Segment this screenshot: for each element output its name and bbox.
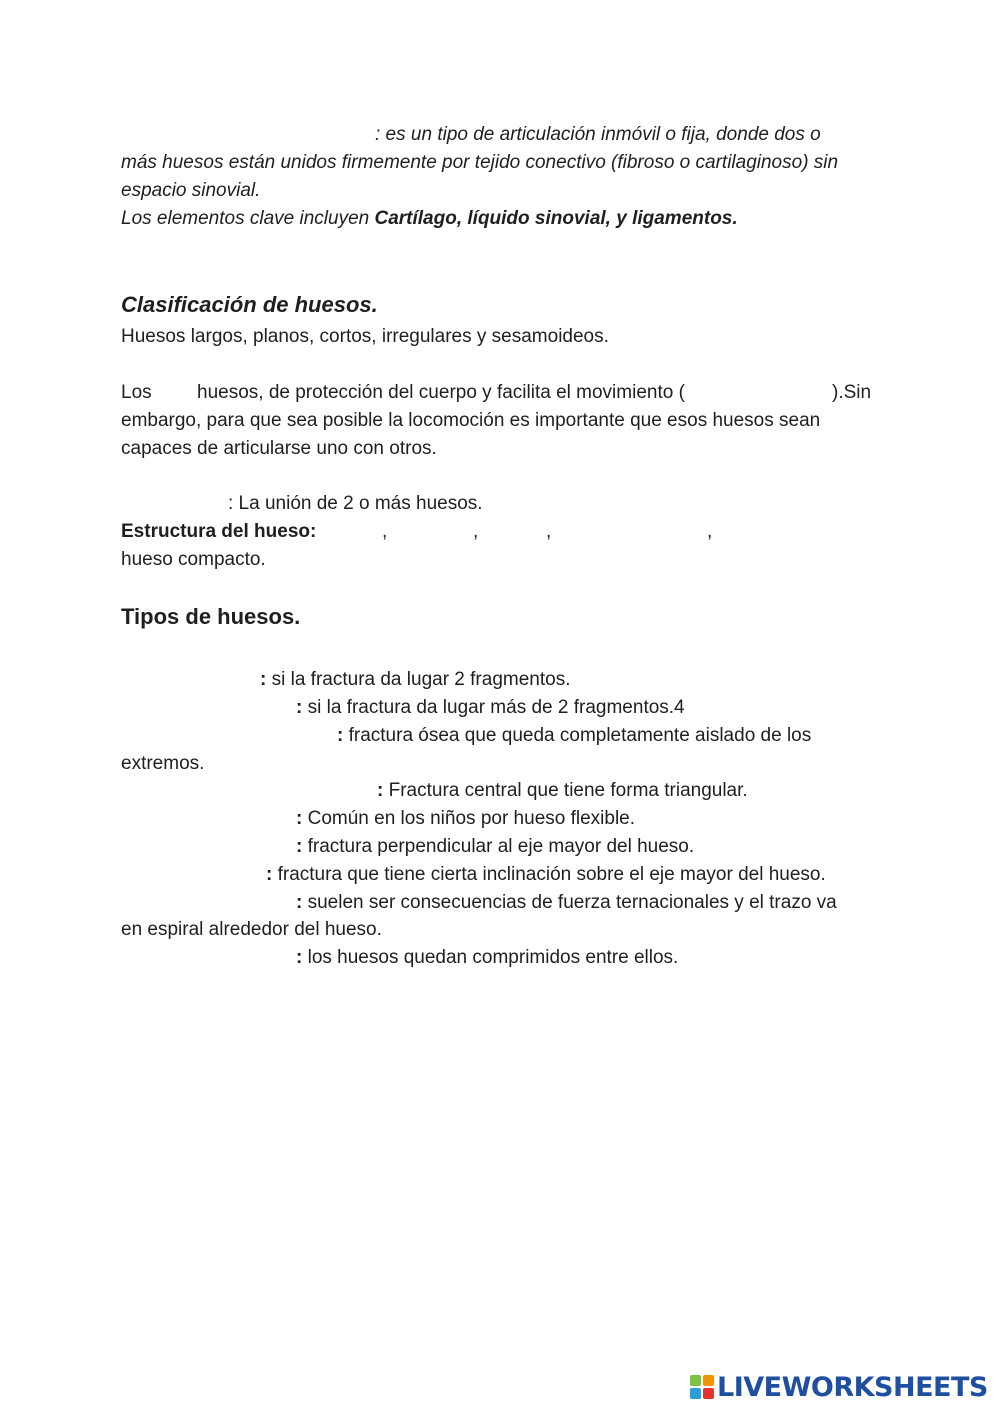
liveworksheets-logo-text: LIVEWORKSHEETS	[717, 1371, 988, 1403]
tipo-item: : fractura ósea que queda completamente aislado de los	[337, 725, 812, 746]
intro-line-3: espacio sinovial.	[121, 180, 261, 201]
estructura-end: hueso compacto.	[121, 549, 266, 570]
parrafo-line-1: huesos, de protección del cuerpo y facilita el movimiento (	[197, 382, 685, 403]
estructura-comma: ,	[546, 521, 552, 542]
tipos-heading: Tipos de huesos.	[121, 604, 301, 629]
intro-line-4-prefix: Los elementos clave incluyen	[121, 208, 375, 229]
tipo-item: : Fractura central que tiene forma triangular.	[377, 780, 748, 801]
intro-line-2: más huesos están unidos firmemente por tejido conectivo (fibroso o cartilaginoso) sin	[121, 152, 839, 173]
parrafo-line-2: embargo, para que sea posible la locomoción es importante que esos huesos sean	[121, 410, 821, 431]
clasificacion-heading: Clasificación de huesos.	[121, 292, 378, 317]
parrafo-sin: ).Sin	[832, 382, 872, 403]
parrafo-los: Los	[121, 382, 152, 403]
tipo-item: : suelen ser consecuencias de fuerza ternacionales y el trazo va	[296, 892, 837, 913]
union-text: : La unión de 2 o más huesos.	[228, 493, 483, 514]
tipo-item: : Común en los niños por hueso flexible.	[296, 808, 636, 829]
tipo-item-continuation: extremos.	[121, 753, 205, 774]
estructura-comma: ,	[707, 521, 713, 542]
tipo-item: : fractura que tiene cierta inclinación sobre el eje mayor del hueso.	[266, 864, 826, 885]
liveworksheets-logo[interactable]	[690, 1372, 988, 1402]
intro-line-1: : es un tipo de articulación inmóvil o fija, donde dos o	[375, 124, 821, 145]
liveworksheets-logo-icon	[690, 1375, 714, 1399]
parrafo-line-3: capaces de articularse uno con otros.	[121, 438, 437, 459]
tipo-item-continuation: en espiral alrededor del hueso.	[121, 919, 382, 940]
tipo-item: : si la fractura da lugar 2 fragmentos.	[260, 669, 571, 690]
estructura-comma: ,	[382, 521, 388, 542]
tipo-item: : fractura perpendicular al eje mayor del hueso.	[296, 836, 695, 857]
clasificacion-text: Huesos largos, planos, cortos, irregulares y sesamoideos.	[121, 326, 609, 347]
estructura-comma: ,	[473, 521, 479, 542]
intro-key-elements: Cartílago, líquido sinovial, y ligamentos.	[374, 208, 738, 229]
estructura-label: Estructura del hueso:	[121, 521, 317, 542]
tipo-item: : los huesos quedan comprimidos entre ellos.	[296, 947, 679, 968]
tipo-item: : si la fractura da lugar más de 2 fragmentos.4	[296, 697, 685, 718]
intro-line-4	[121, 205, 738, 233]
